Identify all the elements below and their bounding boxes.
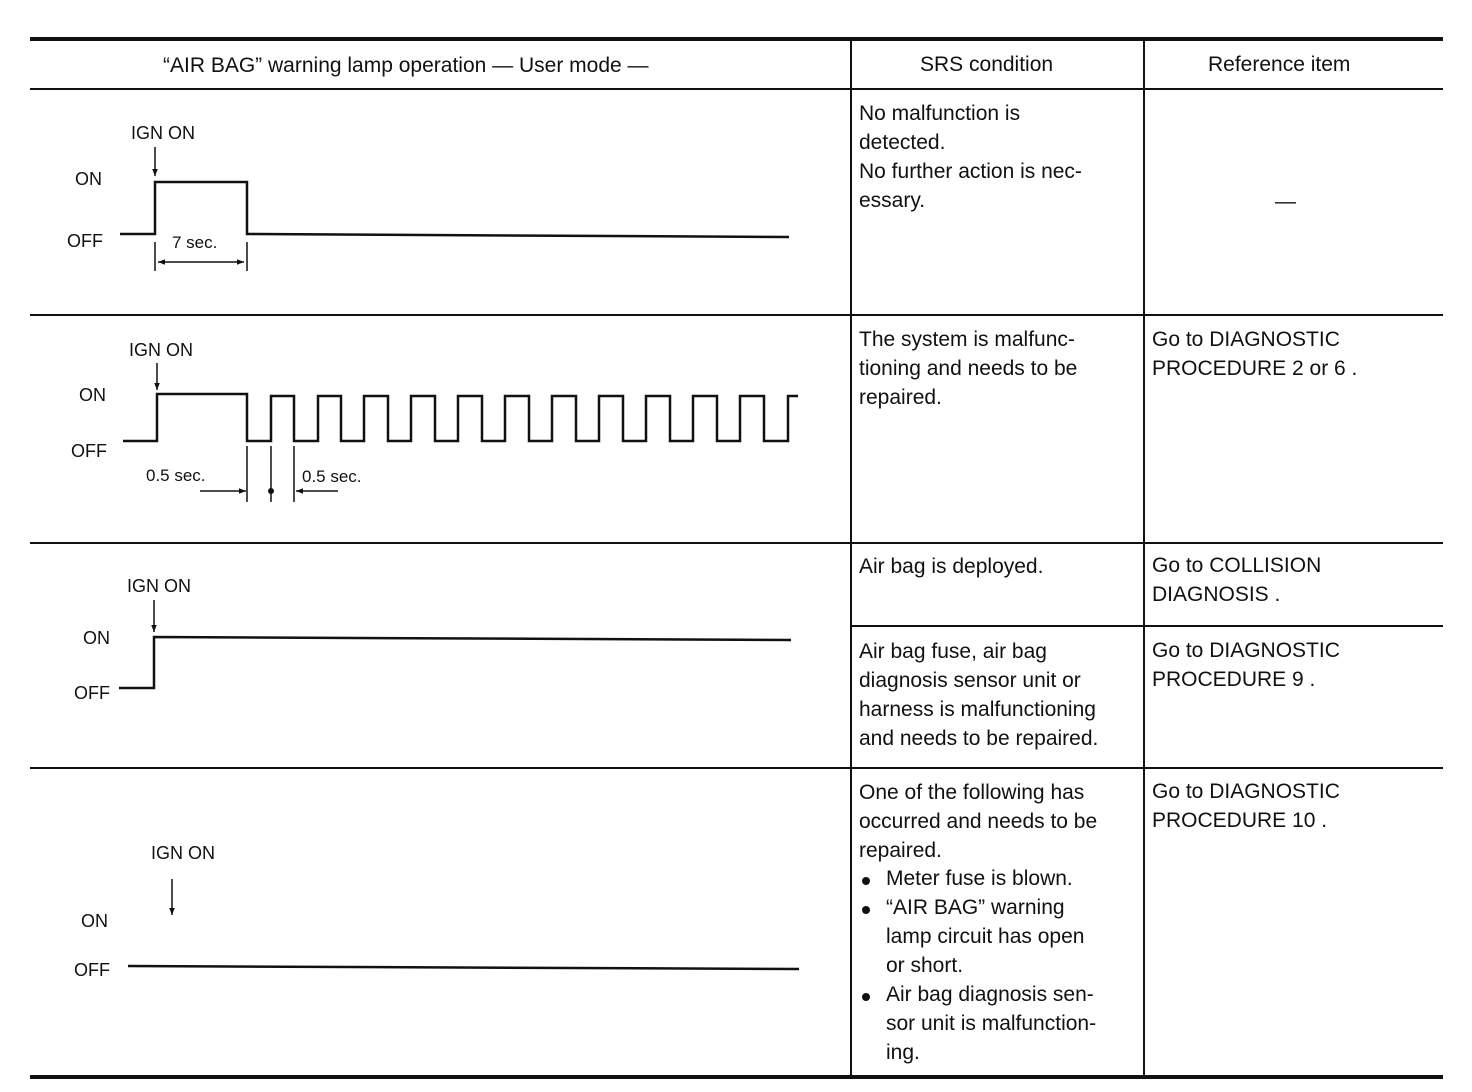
off-label: OFF	[74, 960, 110, 980]
condition-cell	[859, 325, 1077, 412]
waveform-normal	[120, 147, 789, 271]
reference-cell	[1152, 636, 1340, 694]
condition-line: repaired.	[859, 839, 942, 862]
reference-line: DIAGNOSIS .	[1152, 583, 1281, 606]
waveform-off-trace	[128, 966, 799, 969]
bullet-line: “AIR BAG” warning	[886, 896, 1065, 919]
bullet-item	[859, 980, 1139, 1067]
condition-line: No malfunction is	[859, 102, 1021, 125]
ign-on-label: IGN ON	[151, 843, 216, 863]
ign-on-label: IGN ON	[129, 340, 194, 360]
bullet-line: ing.	[886, 1041, 920, 1064]
waveform-flashing	[123, 363, 798, 502]
condition-line: harness is malfunctioning	[859, 698, 1096, 721]
bullet-line: sor unit is malfunction-	[886, 1012, 1097, 1035]
off-label: OFF	[67, 231, 103, 251]
reference-cell	[1152, 325, 1357, 383]
off-label: OFF	[71, 441, 107, 461]
condition-cell	[859, 99, 1082, 215]
off-interval-label: 0.5 sec.	[146, 466, 206, 485]
header-condition: SRS condition	[920, 53, 1054, 76]
condition-cell	[859, 778, 1097, 865]
reference-line: PROCEDURE 2 or 6 .	[1152, 357, 1358, 380]
header-reference: Reference item	[1208, 53, 1351, 76]
condition-cell	[859, 637, 1098, 753]
interval-dot	[268, 488, 274, 494]
ign-on-label: IGN ON	[131, 123, 196, 143]
condition-line: and needs to be repaired.	[859, 727, 1099, 750]
condition-line: detected.	[859, 131, 946, 154]
waveform-flashing-trace	[123, 394, 798, 441]
condition-bullet-list	[859, 864, 1139, 1067]
waveform-normal-trace	[120, 182, 789, 237]
condition-line: The system is malfunc-	[859, 328, 1075, 351]
reference-line: Go to COLLISION	[1152, 554, 1322, 577]
duration-7sec-label: 7 sec.	[172, 233, 218, 252]
reference-cell	[1152, 777, 1340, 835]
waveform-continuous-trace	[119, 637, 791, 688]
bullet-item	[859, 893, 1139, 980]
reference-line: Go to DIAGNOSTIC	[1152, 780, 1340, 803]
condition-line: Air bag fuse, air bag	[859, 640, 1047, 663]
condition-cell	[859, 552, 1043, 581]
bullet-line: lamp circuit has open	[886, 925, 1085, 948]
waveform-continuous	[119, 600, 791, 688]
reference-line: Go to DIAGNOSTIC	[1152, 328, 1340, 351]
condition-line: diagnosis sensor unit or	[859, 669, 1081, 692]
condition-line: repaired.	[859, 386, 942, 409]
off-label: OFF	[74, 683, 110, 703]
bullet-line: or short.	[886, 954, 964, 977]
condition-line: No further action is nec-	[859, 160, 1082, 183]
on-label: ON	[81, 911, 108, 931]
condition-line: One of the following has	[859, 781, 1085, 804]
condition-line: Air bag is deployed.	[859, 555, 1044, 578]
bullet-line: Air bag diagnosis sen-	[886, 983, 1094, 1006]
on-label: ON	[79, 385, 106, 405]
condition-line: essary.	[859, 189, 926, 212]
condition-line: tioning and needs to be	[859, 357, 1078, 380]
on-label: ON	[83, 628, 110, 648]
reference-cell	[1152, 551, 1321, 609]
waveform-off	[128, 879, 799, 969]
bullet-line: Meter fuse is blown.	[886, 867, 1073, 890]
bullet-item	[859, 864, 1139, 893]
on-label: ON	[75, 169, 102, 189]
reference-cell: —	[1275, 190, 1296, 213]
reference-line: Go to DIAGNOSTIC	[1152, 639, 1340, 662]
condition-line: occurred and needs to be	[859, 810, 1098, 833]
reference-line: PROCEDURE 10 .	[1152, 809, 1328, 832]
header-operation: “AIR BAG” warning lamp operation — User mode —	[163, 54, 649, 77]
reference-line: PROCEDURE 9 .	[1152, 668, 1316, 691]
ign-on-label: IGN ON	[127, 576, 192, 596]
on-interval-label: 0.5 sec.	[302, 467, 362, 486]
